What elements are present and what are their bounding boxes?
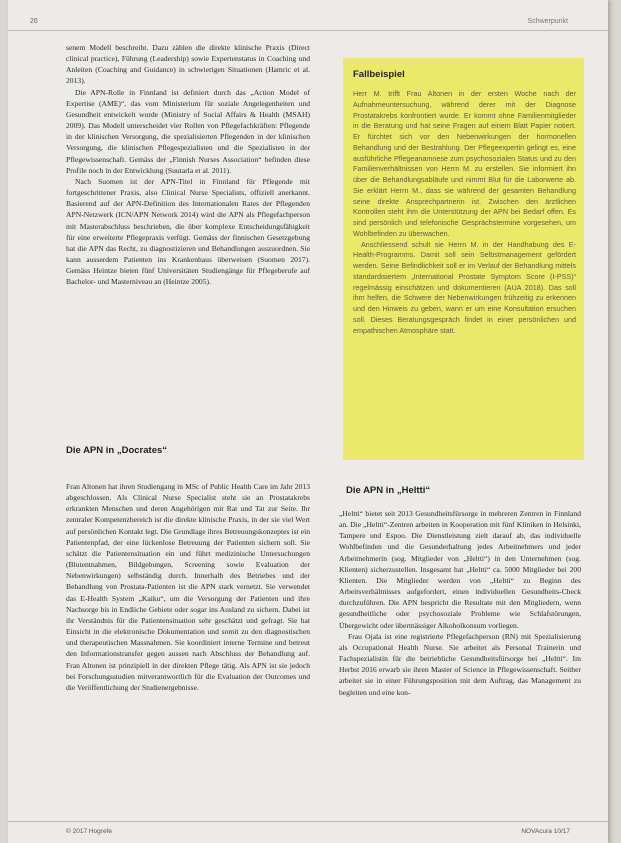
case-example-box <box>343 58 584 460</box>
paragraph: Nach Suomen ist der APN-Titel in Finnland für Pflegende mit fortgeschrittener Praxis, also Clinical Nurse Specialists, offiziell anerkannt. Basierend auf der APN-Definition des Internationalen Rates der Pflegenden APN-Netzwerk (ICN/APN Network 2014) wird die APN als Pflegefachperson mit Masterabschluss beschrieben, die über komplexe Entscheidungsfähigkeit für eine erweiterte Pflegepraxis verfügt. Gemäss der finnischen Gesetzgebung hat die APN das Recht, zu diagnostizieren und Behandlungen auszuordnen. Sie kann ausserdem Patienten ins Krankenhaus überweisen (Suomen 2017). Gemäss Heintze bieten fünf Universitäten Studiengänge für Pflegeberufe auf Bachelor- und Masterniveau an (Heintze 2005). <box>66 176 310 287</box>
paragraph: senem Modell beschreibt. Dazu zählen die direkte klinische Praxis (Direct clinical practice), Führung (Leadership) sowie Expertenstatus in Coaching und Anleiten (Coaching and Guidance) in schwierigen Situationen (Hamric et al. 2013). <box>66 43 310 86</box>
footer-rule <box>8 821 608 822</box>
section-heading-docrates: Die APN in „Docrates“ <box>66 445 168 456</box>
paragraph: Die APN-Rolle in Finnland ist definiert durch das „Action Model of Expertise (AME)“, das vom Ministerium für soziale Angelegenheiten und Gesundheit entwickelt wurde (Ministry of Social Affairs & Health (MSAH) 2009). Das Modell unterscheidet vier Rollen von Pflegefachkräften: Pflegende in der klinischen Versorgung, die spezialisierten Pflegenden in der klinischen Versorgung, die klinischen Pflegespezialisten und die Spezialisten in der Pflegewissenschaft. Gemäss der „Finnish Nurses Association“ befinden diese Profile noch in der Entwicklung (Suutarla et al. 2011). <box>66 87 310 175</box>
page-number: 26 <box>30 18 38 25</box>
section-heading-heltti: Die APN in „Heltti“ <box>346 485 431 496</box>
paragraph: Frau Ojala ist eine registrierte Pflegefachperson (RN) mit Spezialisierung als Occupational Health Nurse. Sie arbeitet als Personal Trainerin und Fachspezialistin für die betriebliche Gesundheitsfürsorge bei „Heltti“. Im Herbst 2016 erwarb sie ihren Master of Science in Pflegewissenschaft. Seither arbeitet sie in einer Führungsposition mit dem Auftrag, das Management zu begleiten und eine kon- <box>339 631 581 697</box>
left-column-docrates <box>66 481 310 693</box>
paragraph: Fran Altonen hat ihren Studiengang in MSc of Public Health Care im Jahr 2013 abgeschlossen. Als Clinical Nurse Specialist steht sie an Prostatakrebs erkrankten Menschen und deren Angehörigen mit Rat und Tat zur Seite. Ihr zentraler Kompetenzbereich ist die direkte klinische Praxis, in der sie viel Wert auf persönlichen Kontakt legt. Die Grundlage ihres Betreuungskonzeptes ist ein Patientenpfad, der eine lückenlose Betreuung der Patienten sichern soll. Sie schätzt die Patientensituation ein und führt medizinische Untersuchungen (Blutentnahmen, Bildgebungen, Screening sowie Evaluation der Nebenwirkungen) selbständig durch. Innerhalb des Betriebes und der Behandlung von Prostata-Patienten ist die APN stark vernetzt. Sie verwendet das E-Health System „Kaiku“, um die Versorgung der Patienten und ihre Nachsorge bis in Endliche Gebiete oder sogar ins Ausland zu sichern. Dabei ist ihr Verständnis für die Patientensituation sehr geschätzt und gefragt. Sie hat Einsicht in die elektronische Dokumentation und somit zu den diagnostischen und therapeutischen Massnahmen. Sie koordiniert interne Termine und betreut den Informationstransfer gegen aussen nach Abschluss der Behandlung auf. Fran Altonen ist prinzipiell in der direkten Pflege tätig. Als APN ist sie jedoch bei Forschungsstudien mitverantwortlich für die Evaluation der Outcomes und die Veröffentlichung der Studienergebnisse. <box>66 482 310 692</box>
left-column-intro <box>66 42 310 287</box>
paragraph: Anschliessend schult sie Herrn M. in der Handhabung des E-Health-Programms. Damit soll sein Selbstmanagement gefördert werden. Seine Befindlichkeit soll er im Verlauf der Behandlung mittels standardisiertem „International Prostate Symptom Score (I-PSS)“ regelmässig einschätzen und dokumentieren (AUA 2018). Das soll ihm helfen, die Schwere der Nebenwirkungen frühzeitig zu erkennen und den Hinweis zu geben, wann er um eine Konsultation ersuchen soll. Dieses Beratungsgespräch findet in einer persönlichen und empathischen Atmosphäre statt. <box>353 239 576 335</box>
footer-issue: NOVAcura 10/17 <box>521 828 570 835</box>
case-example-title: Fallbeispiel <box>353 69 405 80</box>
header-rule <box>8 30 608 31</box>
paragraph: „Heltti“ bietet seit 2013 Gesundheitsfürsorge in mehreren Zentren in Finnland an. Die „Heltti“-Zentren arbeiten in Kooperation mit fünf Kliniken in Helsinki, Tampere und Espoo. Die Dienstleistung zielt darauf ab, das individuelle Wohlbefinden und die Gesunderhaltung jedes Arbeitnehmers und jeder Arbeitnehmerin (sog. Mitglieder von „Heltti“) in den Unternehmen (sog. Klienten) sicherzustellen. Insgesamt hat „Heltti“ ca. 5000 Mitglieder bei 200 Klienten. Die Mitglieder werden von „Heltti“ zu Beginn des Arbeitsverhältnisses aufgefordert, einen individuellen Gesundheits-Check durchzuführen. Die APN bespricht die Resultate mit den Mitgliedern, wenn gesundheitliche oder psychosoziale Probleme wie Schlafstörungen, Übergewicht oder übermässiger Alkoholkonsum vorliegen. <box>339 509 581 630</box>
case-example-text <box>353 89 576 336</box>
paragraph: Herr M. trifft Frau Altonen in der ersten Woche nach der Aufnahmeuntersuchung, während derer mit der Diagnose Prostatakrebs konfrontiert wurde. Er kommt ohne Familienmitglieder in die Beratung und hat seine Fragen auf einem Blatt Papier notiert. Er fürchtet sich vor den Nebenwirkungen der hormonellen Behandlung und der Bestrahlung. Der Pflegeexpertin gelingt es, eine ausführliche Pflegeanamnese zum psychosozialen Status und zu den Familienverhältnissen von Herrn M. zu erstellen. Sie informiert ihn über die Behandlungsabläufe und nimmt Blut für die Laborwerte ab. Sie erklärt Herrn M., dass sie während der gesamten Behandlung seine direkte Ansprechpartnerin ist. Zwischen den ärztlichen Kontrollen steht ihm die Unterstützung der APN bei Bedarf offen. Es sind persönlich und telefonische Gesprächstermine vorgesehen, um Wohlbefinden zu überwachen. <box>353 89 576 238</box>
running-head: Schwerpunkt <box>527 18 568 25</box>
magazine-page <box>8 0 608 843</box>
right-column-heltti <box>339 508 581 698</box>
footer-copyright: © 2017 Hogrefe <box>66 828 112 835</box>
